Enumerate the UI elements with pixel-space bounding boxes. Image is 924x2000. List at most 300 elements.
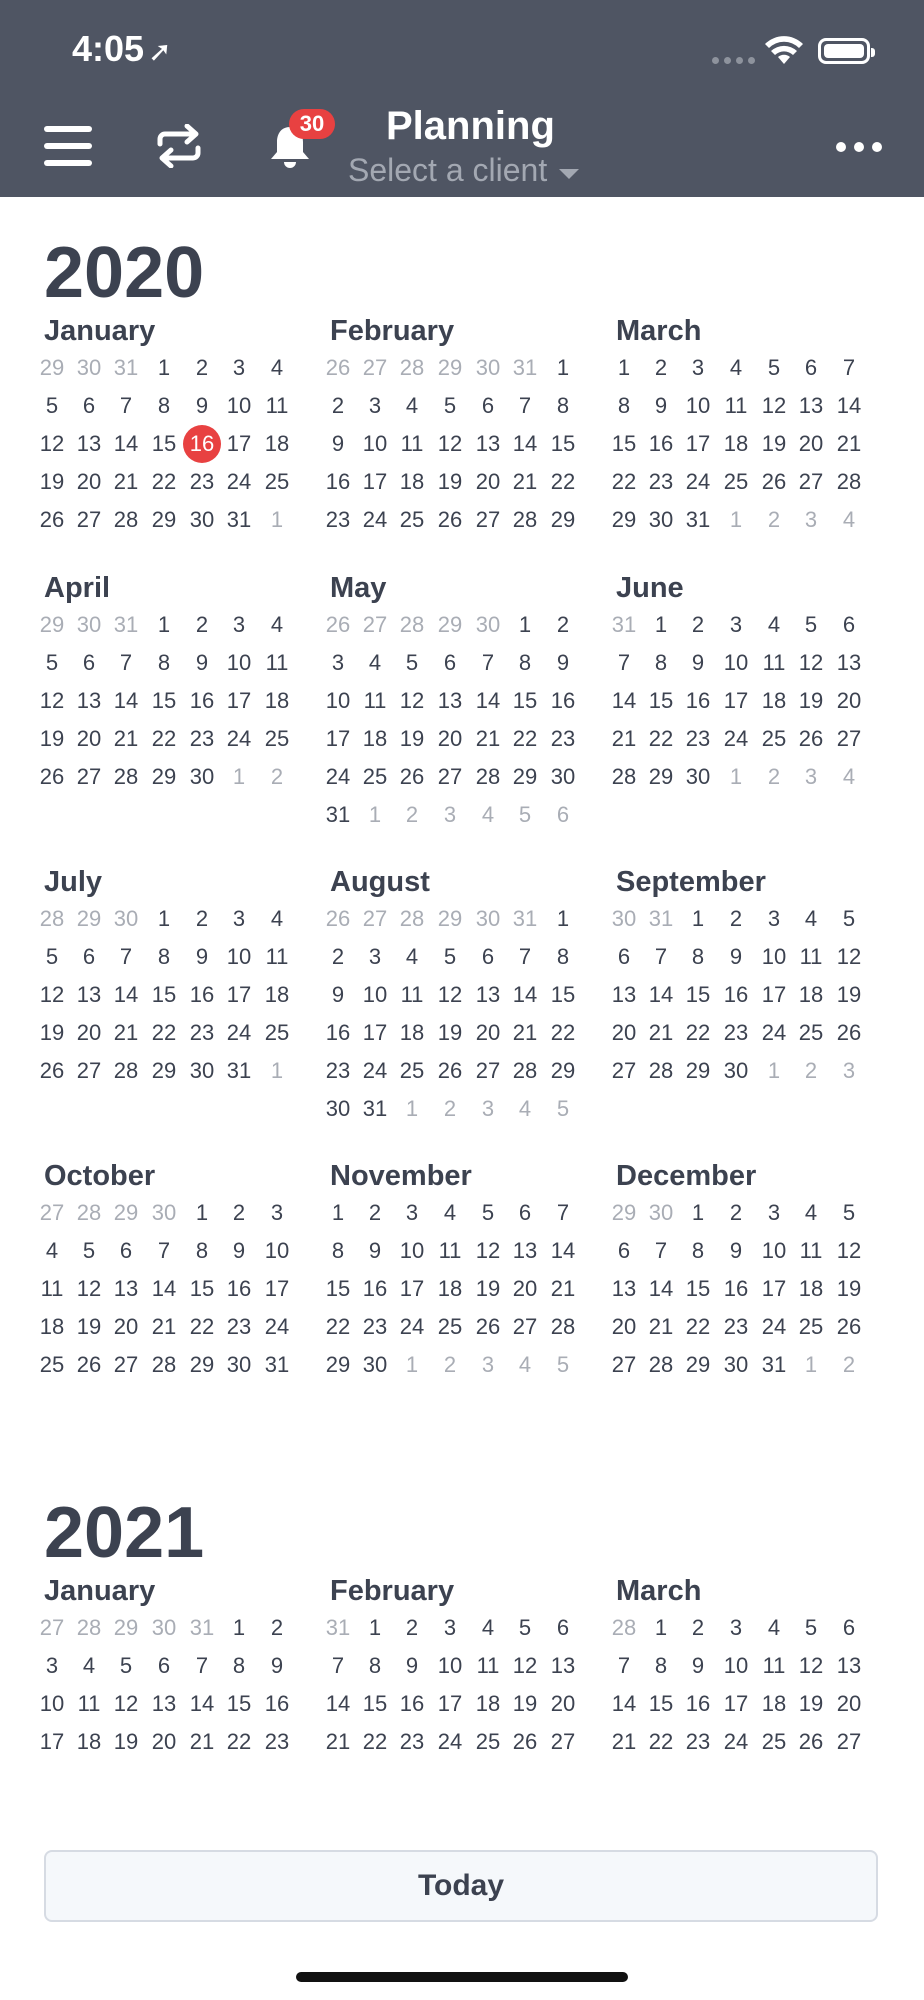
day-cell[interactable]: 30 xyxy=(475,906,501,931)
day-cell[interactable]: 10 xyxy=(39,1691,65,1716)
day-cell[interactable]: 19 xyxy=(798,1691,824,1716)
day-cell[interactable]: 13 xyxy=(512,1238,538,1263)
day-cell[interactable]: 30 xyxy=(723,1058,749,1083)
day-cell[interactable]: 18 xyxy=(761,1691,787,1716)
day-cell[interactable]: 31 xyxy=(512,906,538,931)
day-cell[interactable]: 12 xyxy=(39,431,65,456)
day-cell[interactable]: 22 xyxy=(611,469,637,494)
day-cell[interactable]: 21 xyxy=(611,726,637,751)
day-cell[interactable]: 29 xyxy=(113,1615,139,1640)
day-cell[interactable]: 10 xyxy=(723,1653,749,1678)
day-cell[interactable]: 26 xyxy=(39,1058,65,1083)
day-cell[interactable]: 19 xyxy=(437,1020,463,1045)
day-cell[interactable]: 20 xyxy=(113,1314,139,1339)
day-cell[interactable]: 23 xyxy=(325,507,351,532)
day-cell[interactable]: 1 xyxy=(331,1200,345,1225)
day-cell[interactable]: 29 xyxy=(611,507,637,532)
day-cell[interactable]: 10 xyxy=(362,431,388,456)
day-cell[interactable]: 10 xyxy=(437,1653,463,1678)
day-cell[interactable]: 1 xyxy=(518,612,532,637)
day-cell[interactable]: 31 xyxy=(226,507,252,532)
day-cell[interactable]: 30 xyxy=(648,1200,674,1225)
day-cell[interactable]: 23 xyxy=(399,1729,425,1754)
day-cell[interactable]: 21 xyxy=(151,1314,177,1339)
day-cell[interactable]: 14 xyxy=(325,1691,351,1716)
day-cell[interactable]: 7 xyxy=(119,393,133,418)
day-cell[interactable]: 30 xyxy=(151,1200,177,1225)
day-cell[interactable]: 22 xyxy=(151,469,177,494)
day-cell[interactable]: 13 xyxy=(550,1653,576,1678)
day-cell[interactable]: 26 xyxy=(761,469,787,494)
day-cell[interactable]: 28 xyxy=(151,1352,177,1377)
day-cell[interactable]: 15 xyxy=(648,688,674,713)
day-cell[interactable]: 27 xyxy=(836,726,862,751)
day-cell[interactable]: 31 xyxy=(648,906,674,931)
day-cell[interactable]: 31 xyxy=(264,1352,290,1377)
day-cell[interactable]: 26 xyxy=(325,906,351,931)
day-cell[interactable]: 29 xyxy=(39,612,65,637)
day-cell[interactable]: 14 xyxy=(113,431,139,456)
day-cell[interactable]: 29 xyxy=(437,906,463,931)
day-cell[interactable]: 8 xyxy=(556,393,570,418)
day-cell[interactable]: 16 xyxy=(189,982,215,1007)
day-cell[interactable]: 4 xyxy=(804,1200,818,1225)
day-cell[interactable]: 24 xyxy=(325,764,351,789)
day-cell[interactable]: 20 xyxy=(512,1276,538,1301)
day-cell[interactable]: 30 xyxy=(362,1352,388,1377)
day-cell[interactable]: 25 xyxy=(264,469,290,494)
day-cell[interactable]: 4 xyxy=(767,1615,781,1640)
day-cell[interactable]: 27 xyxy=(475,1058,501,1083)
day-cell[interactable]: 18 xyxy=(723,431,749,456)
day-cell[interactable]: 2 xyxy=(654,355,668,380)
day-cell[interactable]: 7 xyxy=(119,650,133,675)
day-cell[interactable]: 21 xyxy=(475,726,501,751)
day-cell[interactable]: 23 xyxy=(550,726,576,751)
month-title[interactable]: June xyxy=(616,572,684,604)
day-cell[interactable]: 5 xyxy=(518,1615,532,1640)
day-cell[interactable]: 1 xyxy=(804,1352,818,1377)
day-cell[interactable]: 16 xyxy=(648,431,674,456)
day-cell[interactable]: 18 xyxy=(399,469,425,494)
day-cell[interactable]: 2 xyxy=(331,944,345,969)
day-cell[interactable]: 14 xyxy=(113,688,139,713)
day-cell[interactable]: 21 xyxy=(189,1729,215,1754)
day-cell[interactable]: 12 xyxy=(761,393,787,418)
month-title[interactable]: February xyxy=(330,1575,455,1607)
day-cell[interactable]: 15 xyxy=(362,1691,388,1716)
day-cell[interactable]: 4 xyxy=(767,612,781,637)
day-cell[interactable]: 3 xyxy=(443,1615,457,1640)
day-cell[interactable]: 26 xyxy=(475,1314,501,1339)
day-cell[interactable]: 1 xyxy=(729,507,743,532)
day-cell[interactable]: 5 xyxy=(45,650,59,675)
day-cell[interactable]: 31 xyxy=(189,1615,215,1640)
day-cell[interactable]: 29 xyxy=(189,1352,215,1377)
day-cell[interactable]: 27 xyxy=(76,764,102,789)
day-cell[interactable]: 27 xyxy=(76,507,102,532)
day-cell[interactable]: 2 xyxy=(556,612,570,637)
day-cell[interactable]: 15 xyxy=(151,688,177,713)
day-cell[interactable]: 10 xyxy=(761,1238,787,1263)
day-cell[interactable]: 9 xyxy=(195,944,209,969)
day-cell[interactable]: 1 xyxy=(617,355,631,380)
day-cell[interactable]: 30 xyxy=(611,906,637,931)
day-cell[interactable]: 11 xyxy=(724,393,748,418)
day-cell[interactable]: 19 xyxy=(512,1691,538,1716)
day-cell[interactable]: 12 xyxy=(836,944,862,969)
day-cell[interactable]: 3 xyxy=(443,802,457,827)
day-cell[interactable]: 10 xyxy=(226,393,252,418)
day-cell[interactable]: 31 xyxy=(325,802,351,827)
day-cell[interactable]: 23 xyxy=(189,469,215,494)
month-title[interactable]: December xyxy=(616,1160,757,1192)
day-cell[interactable]: 26 xyxy=(399,764,425,789)
day-cell[interactable]: 4 xyxy=(368,650,382,675)
day-cell[interactable]: 8 xyxy=(157,393,171,418)
day-cell[interactable]: 5 xyxy=(82,1238,96,1263)
day-cell[interactable]: 9 xyxy=(556,650,570,675)
day-cell[interactable]: 30 xyxy=(113,906,139,931)
day-cell[interactable]: 31 xyxy=(685,507,711,532)
day-cell[interactable]: 27 xyxy=(113,1352,139,1377)
day-cell[interactable]: 23 xyxy=(325,1058,351,1083)
day-cell[interactable]: 5 xyxy=(842,1200,856,1225)
day-cell[interactable]: 30 xyxy=(550,764,576,789)
day-cell[interactable]: 3 xyxy=(842,1058,856,1083)
day-cell[interactable]: 4 xyxy=(82,1653,96,1678)
day-cell[interactable]: 19 xyxy=(399,726,425,751)
day-cell[interactable]: 27 xyxy=(39,1615,65,1640)
day-cell[interactable]: 8 xyxy=(195,1238,209,1263)
day-cell[interactable]: 11 xyxy=(762,1653,786,1678)
day-cell[interactable]: 1 xyxy=(232,764,246,789)
day-cell[interactable]: 29 xyxy=(76,906,102,931)
day-cell[interactable]: 6 xyxy=(82,944,96,969)
day-cell[interactable]: 3 xyxy=(232,355,246,380)
day-cell[interactable]: 24 xyxy=(761,1020,787,1045)
day-cell[interactable]: 4 xyxy=(518,1352,532,1377)
day-cell[interactable]: 4 xyxy=(270,906,284,931)
day-cell[interactable]: 14 xyxy=(550,1238,576,1263)
day-cell[interactable]: 15 xyxy=(611,431,637,456)
day-cell[interactable]: 3 xyxy=(729,612,743,637)
day-cell[interactable]: 22 xyxy=(648,1729,674,1754)
day-cell[interactable]: 20 xyxy=(550,1691,576,1716)
day-cell[interactable]: 2 xyxy=(331,393,345,418)
day-cell[interactable]: 11 xyxy=(438,1238,462,1263)
day-cell[interactable]: 28 xyxy=(512,507,538,532)
day-cell[interactable]: 29 xyxy=(512,764,538,789)
day-cell[interactable]: 6 xyxy=(842,1615,856,1640)
day-cell[interactable]: 9 xyxy=(405,1653,419,1678)
day-cell[interactable]: 21 xyxy=(836,431,862,456)
day-cell[interactable]: 17 xyxy=(226,982,252,1007)
day-cell[interactable]: 2 xyxy=(270,1615,284,1640)
day-cell[interactable]: 23 xyxy=(685,726,711,751)
day-cell[interactable]: 2 xyxy=(443,1352,457,1377)
day-cell[interactable]: 5 xyxy=(481,1200,495,1225)
day-cell[interactable]: 25 xyxy=(362,764,388,789)
day-cell[interactable]: 29 xyxy=(437,355,463,380)
day-cell[interactable]: 18 xyxy=(362,726,388,751)
day-cell[interactable]: 29 xyxy=(685,1058,711,1083)
day-cell[interactable]: 10 xyxy=(226,944,252,969)
day-cell[interactable]: 3 xyxy=(481,1096,495,1121)
day-cell[interactable]: 27 xyxy=(437,764,463,789)
day-cell[interactable]: 28 xyxy=(399,612,425,637)
today-button[interactable]: Today xyxy=(44,1850,878,1922)
day-cell[interactable]: 24 xyxy=(761,1314,787,1339)
day-cell[interactable]: 7 xyxy=(195,1653,209,1678)
day-cell[interactable]: 1 xyxy=(654,1615,668,1640)
day-cell[interactable]: 3 xyxy=(767,1200,781,1225)
day-cell[interactable]: 25 xyxy=(399,507,425,532)
day-cell[interactable]: 28 xyxy=(611,764,637,789)
day-cell[interactable]: 13 xyxy=(798,393,824,418)
day-cell[interactable]: 15 xyxy=(151,982,177,1007)
day-cell[interactable]: 17 xyxy=(761,982,787,1007)
day-cell[interactable]: 13 xyxy=(76,431,102,456)
day-cell[interactable]: 6 xyxy=(157,1653,171,1678)
day-cell[interactable]: 6 xyxy=(481,393,495,418)
day-cell[interactable]: 5 xyxy=(45,944,59,969)
day-cell[interactable]: 17 xyxy=(226,688,252,713)
day-cell[interactable]: 30 xyxy=(76,612,102,637)
day-cell[interactable]: 25 xyxy=(798,1314,824,1339)
day-cell[interactable]: 3 xyxy=(270,1200,284,1225)
day-cell[interactable]: 3 xyxy=(804,764,818,789)
day-cell[interactable]: 7 xyxy=(331,1653,345,1678)
day-cell[interactable]: 28 xyxy=(113,1058,139,1083)
day-cell[interactable]: 22 xyxy=(512,726,538,751)
day-cell[interactable]: 4 xyxy=(729,355,743,380)
day-cell[interactable]: 29 xyxy=(151,764,177,789)
day-cell[interactable]: 17 xyxy=(437,1691,463,1716)
day-cell[interactable]: 1 xyxy=(195,1200,209,1225)
day-cell[interactable]: 16 xyxy=(189,688,215,713)
day-cell[interactable]: 4 xyxy=(842,764,856,789)
day-cell[interactable]: 6 xyxy=(842,612,856,637)
day-cell[interactable]: 14 xyxy=(113,982,139,1007)
day-cell[interactable]: 30 xyxy=(189,1058,215,1083)
day-cell[interactable]: 1 xyxy=(405,1352,419,1377)
day-cell[interactable]: 1 xyxy=(157,906,171,931)
day-cell[interactable]: 14 xyxy=(475,688,501,713)
day-cell[interactable]: 6 xyxy=(443,650,457,675)
day-cell[interactable]: 27 xyxy=(550,1729,576,1754)
day-cell[interactable]: 14 xyxy=(512,431,538,456)
day-cell[interactable]: 21 xyxy=(325,1729,351,1754)
day-cell[interactable]: 4 xyxy=(405,393,419,418)
day-cell[interactable]: 28 xyxy=(39,906,65,931)
day-cell[interactable]: 26 xyxy=(325,612,351,637)
day-cell[interactable]: 10 xyxy=(685,393,711,418)
day-cell[interactable]: 5 xyxy=(767,355,781,380)
day-cell[interactable]: 2 xyxy=(405,1615,419,1640)
day-cell[interactable]: 13 xyxy=(836,1653,862,1678)
day-cell[interactable]: 1 xyxy=(232,1615,246,1640)
day-cell[interactable]: 19 xyxy=(836,1276,862,1301)
day-cell[interactable]: 14 xyxy=(512,982,538,1007)
day-cell[interactable]: 25 xyxy=(761,726,787,751)
day-cell[interactable]: 15 xyxy=(550,982,576,1007)
day-cell[interactable]: 2 xyxy=(405,802,419,827)
day-cell[interactable]: 3 xyxy=(232,612,246,637)
day-cell[interactable]: 1 xyxy=(368,1615,382,1640)
day-cell[interactable]: 25 xyxy=(475,1729,501,1754)
day-cell[interactable]: 14 xyxy=(189,1691,215,1716)
swap-icon[interactable] xyxy=(156,124,202,168)
day-cell[interactable]: 19 xyxy=(437,469,463,494)
day-cell[interactable]: 7 xyxy=(654,1238,668,1263)
day-cell[interactable]: 16 xyxy=(685,1691,711,1716)
day-cell[interactable]: 29 xyxy=(685,1352,711,1377)
day-cell[interactable]: 2 xyxy=(195,906,209,931)
day-cell[interactable]: 27 xyxy=(362,355,388,380)
day-cell[interactable]: 9 xyxy=(331,982,345,1007)
day-cell[interactable]: 1 xyxy=(654,612,668,637)
day-cell[interactable]: 30 xyxy=(475,612,501,637)
day-cell[interactable]: 7 xyxy=(481,650,495,675)
day-cell[interactable]: 4 xyxy=(270,612,284,637)
day-cell[interactable]: 22 xyxy=(685,1314,711,1339)
day-cell[interactable]: 5 xyxy=(804,612,818,637)
day-cell[interactable]: 14 xyxy=(648,1276,674,1301)
day-cell[interactable]: 23 xyxy=(189,1020,215,1045)
day-cell[interactable]: 15 xyxy=(648,1691,674,1716)
day-cell[interactable]: 30 xyxy=(151,1615,177,1640)
day-cell[interactable]: 30 xyxy=(648,507,674,532)
day-cell[interactable]: 31 xyxy=(113,355,139,380)
day-cell[interactable]: 11 xyxy=(265,393,289,418)
day-cell[interactable]: 29 xyxy=(611,1200,637,1225)
day-cell[interactable]: 10 xyxy=(264,1238,290,1263)
day-cell[interactable]: 18 xyxy=(437,1276,463,1301)
day-cell[interactable]: 27 xyxy=(76,1058,102,1083)
day-cell[interactable]: 27 xyxy=(836,1729,862,1754)
day-cell[interactable]: 11 xyxy=(400,982,424,1007)
day-cell[interactable]: 24 xyxy=(437,1729,463,1754)
day-cell[interactable]: 13 xyxy=(611,982,637,1007)
day-cell[interactable]: 6 xyxy=(119,1238,133,1263)
day-cell[interactable]: 12 xyxy=(76,1276,102,1301)
day-cell[interactable]: 4 xyxy=(518,1096,532,1121)
day-cell[interactable]: 16 xyxy=(264,1691,290,1716)
day-cell[interactable]: 25 xyxy=(399,1058,425,1083)
day-cell[interactable]: 26 xyxy=(798,726,824,751)
day-cell[interactable]: 28 xyxy=(113,507,139,532)
day-cell[interactable]: 27 xyxy=(39,1200,65,1225)
day-cell[interactable]: 16 xyxy=(362,1276,388,1301)
day-cell[interactable]: 28 xyxy=(836,469,862,494)
day-cell[interactable]: 22 xyxy=(151,726,177,751)
day-cell[interactable]: 26 xyxy=(39,507,65,532)
month-title[interactable]: September xyxy=(616,866,766,898)
day-cell[interactable]: 25 xyxy=(39,1352,65,1377)
day-cell[interactable]: 1 xyxy=(691,906,705,931)
day-cell[interactable]: 20 xyxy=(437,726,463,751)
day-cell[interactable]: 3 xyxy=(368,393,382,418)
day-cell[interactable]: 26 xyxy=(437,507,463,532)
day-cell[interactable]: 12 xyxy=(836,1238,862,1263)
day-cell[interactable]: 14 xyxy=(836,393,862,418)
day-cell[interactable]: 27 xyxy=(611,1058,637,1083)
day-cell[interactable]: 31 xyxy=(512,355,538,380)
day-cell[interactable]: 28 xyxy=(399,906,425,931)
day-cell[interactable]: 15 xyxy=(189,1276,215,1301)
day-cell[interactable]: 8 xyxy=(617,393,631,418)
day-cell[interactable]: 23 xyxy=(723,1020,749,1045)
day-cell[interactable]: 7 xyxy=(842,355,856,380)
day-cell[interactable]: 23 xyxy=(226,1314,252,1339)
day-cell[interactable]: 10 xyxy=(325,688,351,713)
day-cell[interactable]: 13 xyxy=(611,1276,637,1301)
day-cell[interactable]: 28 xyxy=(550,1314,576,1339)
day-cell[interactable]: 18 xyxy=(798,982,824,1007)
month-title[interactable]: January xyxy=(44,315,156,347)
day-cell[interactable]: 24 xyxy=(226,726,252,751)
day-cell[interactable]: 13 xyxy=(151,1691,177,1716)
day-cell[interactable]: 16 xyxy=(685,688,711,713)
day-cell[interactable]: 8 xyxy=(556,944,570,969)
month-title[interactable]: May xyxy=(330,572,387,604)
day-cell[interactable]: 25 xyxy=(723,469,749,494)
day-cell[interactable]: 7 xyxy=(617,650,631,675)
day-cell[interactable]: 20 xyxy=(836,1691,862,1716)
day-cell[interactable]: 20 xyxy=(798,431,824,456)
day-cell[interactable]: 11 xyxy=(476,1653,500,1678)
day-cell[interactable]: 8 xyxy=(331,1238,345,1263)
day-cell[interactable]: 17 xyxy=(362,469,388,494)
day-cell[interactable]: 22 xyxy=(325,1314,351,1339)
day-cell[interactable]: 12 xyxy=(39,688,65,713)
day-cell[interactable]: 8 xyxy=(691,944,705,969)
day-cell[interactable]: 4 xyxy=(481,802,495,827)
day-cell[interactable]: 30 xyxy=(475,355,501,380)
day-cell[interactable]: 6 xyxy=(82,393,96,418)
day-cell[interactable]: 31 xyxy=(113,612,139,637)
day-cell[interactable]: 3 xyxy=(804,507,818,532)
day-cell[interactable]: 2 xyxy=(195,612,209,637)
day-cell[interactable]: 11 xyxy=(265,650,289,675)
day-cell[interactable]: 1 xyxy=(270,507,284,532)
day-cell[interactable]: 4 xyxy=(443,1200,457,1225)
day-cell[interactable]: 2 xyxy=(729,1200,743,1225)
day-cell[interactable]: 14 xyxy=(611,1691,637,1716)
day-cell[interactable]: 1 xyxy=(556,906,570,931)
day-cell[interactable]: 26 xyxy=(325,355,351,380)
day-cell[interactable]: 3 xyxy=(368,944,382,969)
day-cell[interactable]: 7 xyxy=(556,1200,570,1225)
day-cell[interactable]: 2 xyxy=(232,1200,246,1225)
day-cell[interactable]: 15 xyxy=(151,431,177,456)
day-cell[interactable]: 7 xyxy=(119,944,133,969)
day-cell[interactable]: 8 xyxy=(157,944,171,969)
day-cell[interactable]: 10 xyxy=(761,944,787,969)
day-cell[interactable]: 6 xyxy=(481,944,495,969)
day-cell[interactable]: 15 xyxy=(550,431,576,456)
month-title[interactable]: April xyxy=(44,572,111,604)
day-cell[interactable]: 31 xyxy=(325,1615,351,1640)
day-cell[interactable]: 30 xyxy=(685,764,711,789)
day-cell[interactable]: 21 xyxy=(512,1020,538,1045)
day-cell[interactable]: 21 xyxy=(512,469,538,494)
day-cell[interactable]: 2 xyxy=(767,764,781,789)
day-cell[interactable]: 13 xyxy=(475,431,501,456)
day-cell[interactable]: 1 xyxy=(729,764,743,789)
day-cell[interactable]: 17 xyxy=(761,1276,787,1301)
